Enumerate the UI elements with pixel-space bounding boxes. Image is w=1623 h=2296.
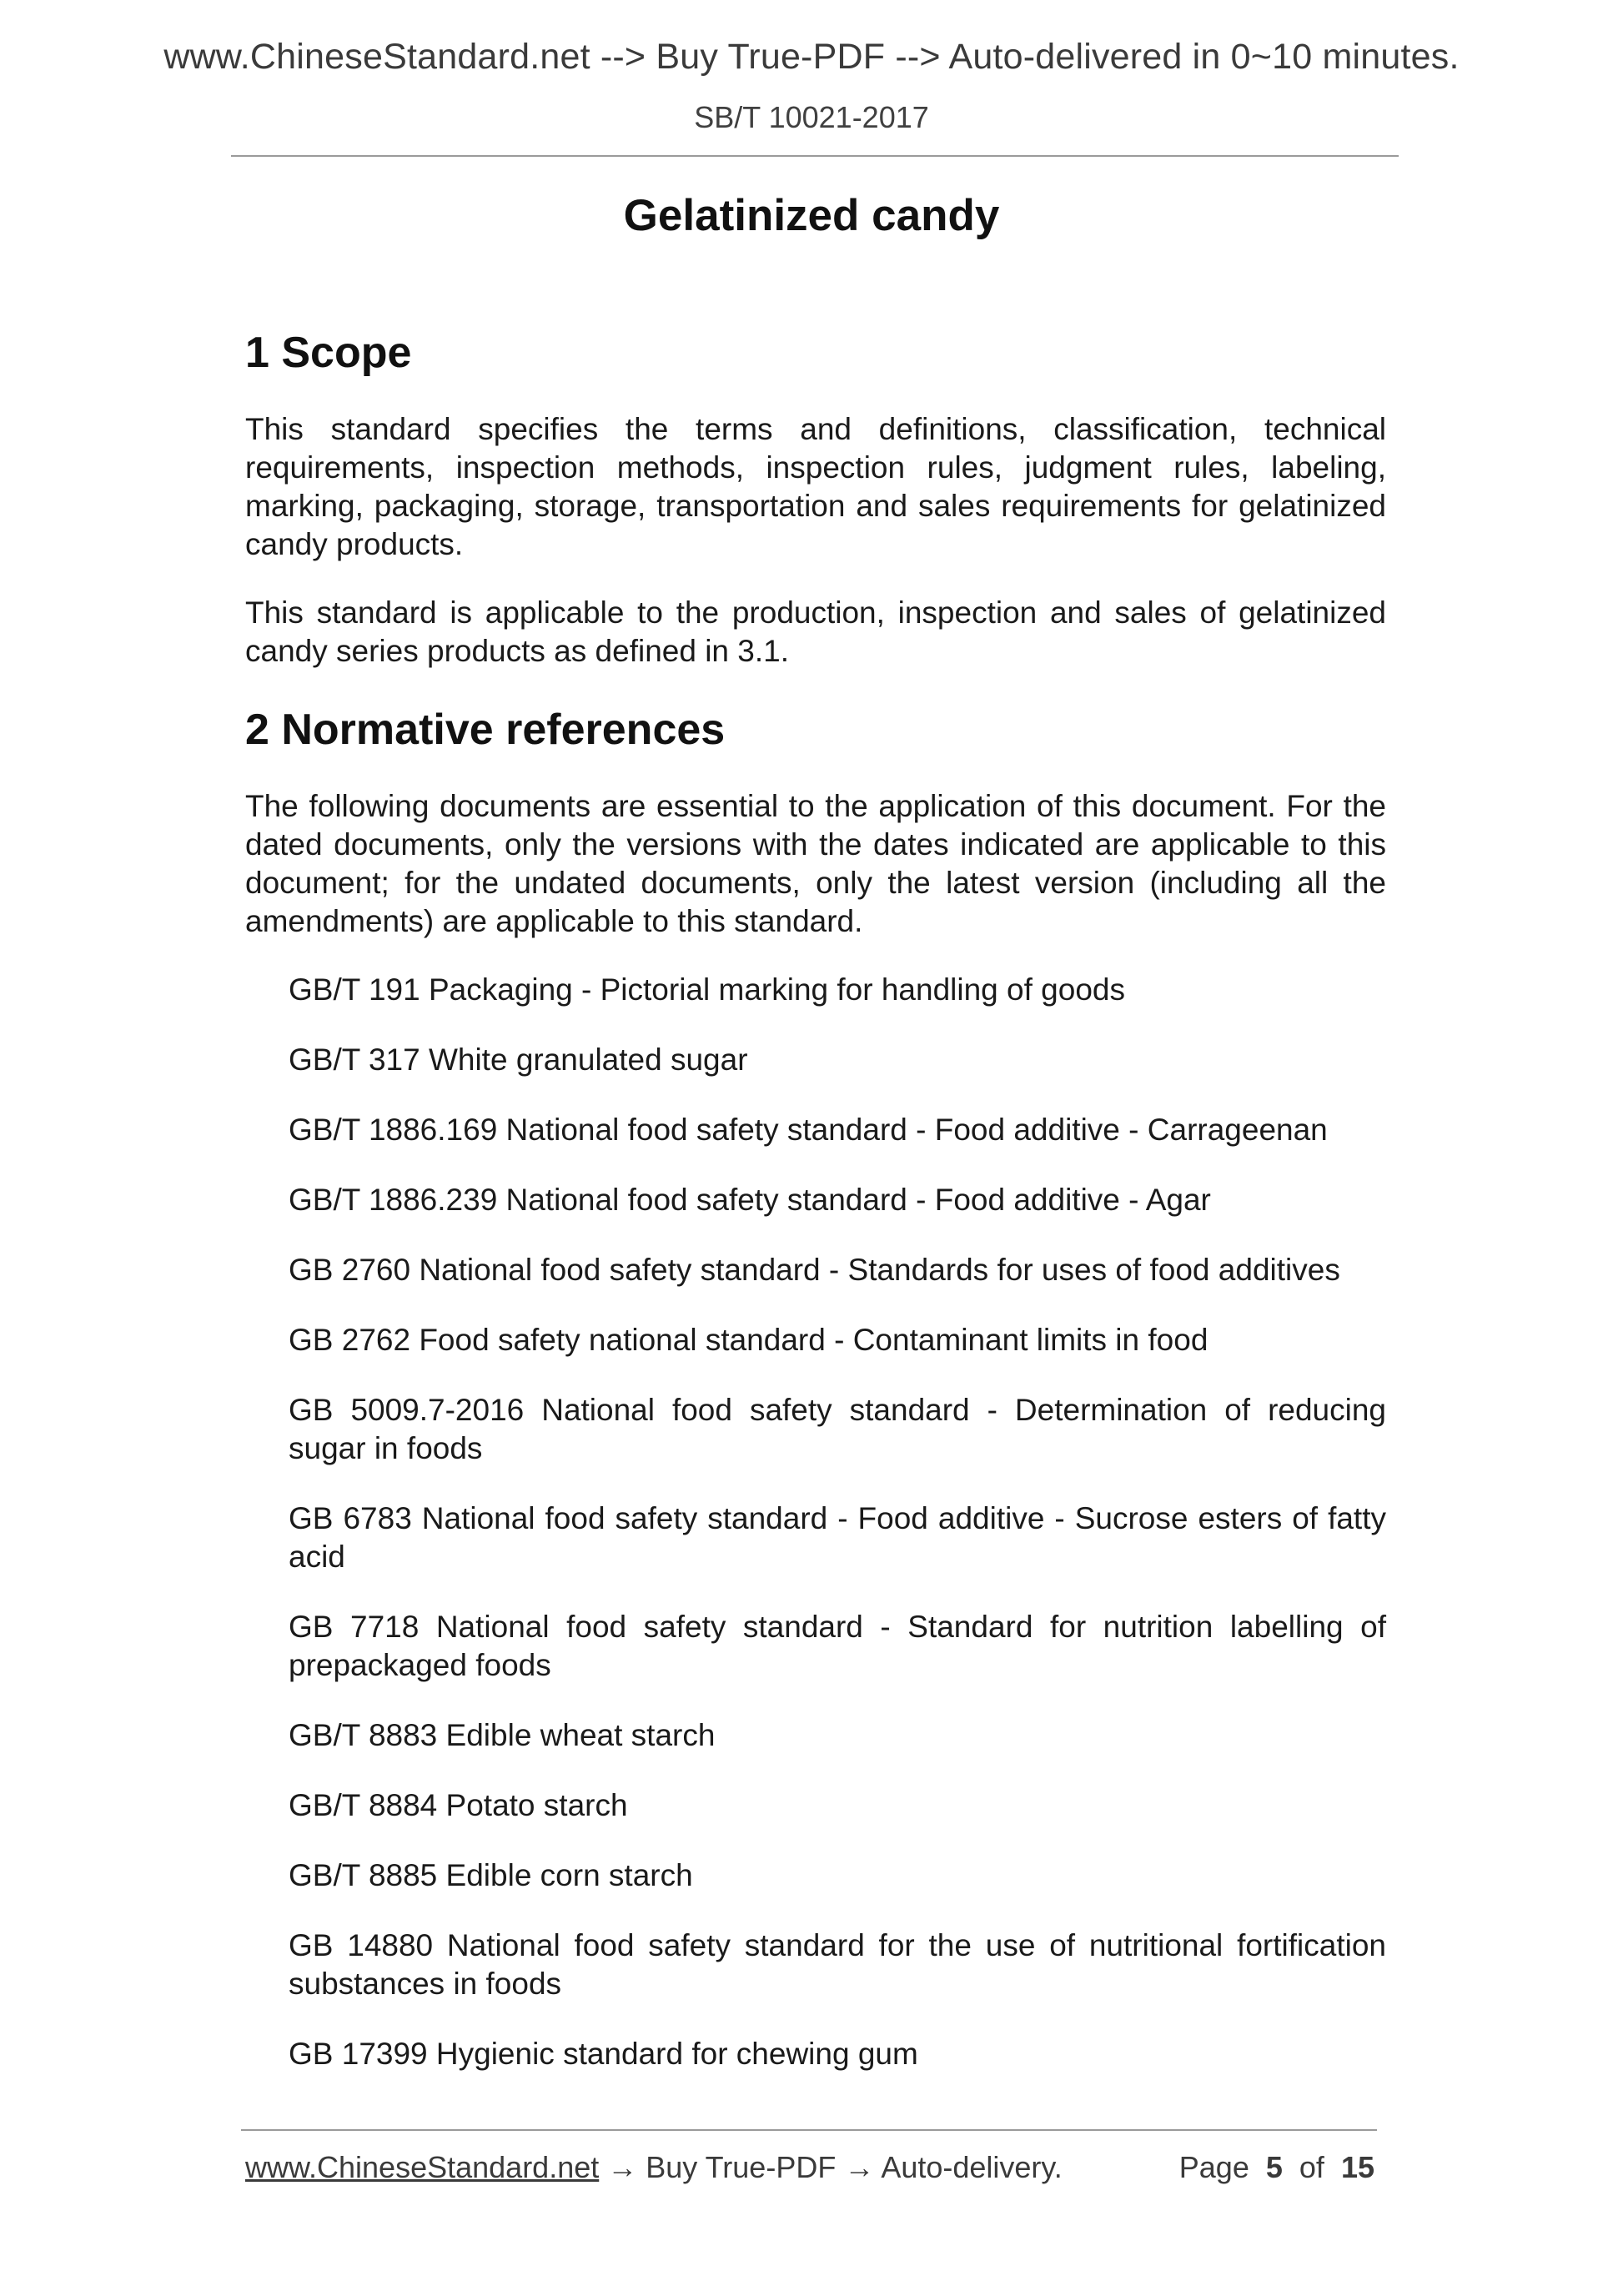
reference-item: GB 17399 Hygienic standard for chewing gum bbox=[289, 2037, 918, 2071]
page-indicator bbox=[1179, 2150, 1374, 2185]
document-body bbox=[245, 324, 1386, 2105]
page-number: 5 bbox=[1265, 2150, 1283, 2184]
document-title: Gelatinized candy bbox=[623, 191, 1000, 240]
reference-item: GB/T 1886.169 National food safety standard - Food additive - Carrageenan bbox=[289, 1113, 1328, 1147]
page-footer bbox=[245, 2150, 1374, 2185]
header-divider bbox=[231, 155, 1399, 157]
reference-item: GB 2762 Food safety national standard - Contaminant limits in food bbox=[289, 1323, 1208, 1357]
reference-item: GB/T 8884 Potato starch bbox=[289, 1788, 628, 1822]
reference-item: GB/T 8883 Edible wheat starch bbox=[289, 1718, 716, 1752]
normative-intro-paragraph: The following documents are essential to the application of this document. For the dated documents, only the versions with the dates indicated are applicable to this document; for the undated documents, only the latest version (including all the amendments) are applicable to this standard. bbox=[245, 789, 1386, 938]
footer-divider bbox=[241, 2129, 1377, 2131]
page-of-label: of bbox=[1299, 2150, 1324, 2184]
reference-item: GB/T 1886.239 National food safety standard - Food additive - Agar bbox=[289, 1183, 1211, 1217]
top-banner: www.ChineseStandard.net --> Buy True-PDF --> Auto-delivered in 0~10 minutes. bbox=[163, 37, 1460, 77]
reference-item: GB 5009.7-2016 National food safety standard - Determination of reducing sugar in foods bbox=[289, 1393, 1386, 1465]
reference-item: GB/T 191 Packaging - Pictorial marking for handling of goods bbox=[289, 972, 1125, 1007]
document-code: SB/T 10021-2017 bbox=[694, 100, 929, 134]
reference-item: GB 7718 National food safety standard - Standard for nutrition labelling of prepackaged foods bbox=[289, 1610, 1386, 1682]
reference-item: GB/T 317 White granulated sugar bbox=[289, 1042, 748, 1077]
section-heading-normative-references: 2 Normative references bbox=[245, 706, 726, 754]
page-total: 15 bbox=[1340, 2150, 1374, 2184]
section-heading-scope: 1 Scope bbox=[245, 329, 412, 377]
page-label: Page bbox=[1178, 2150, 1249, 2184]
scope-paragraph: This standard specifies the terms and definitions, classification, technical requirements, inspection methods, inspection rules, judgment rules, labeling, marking, packaging, storage, transportation and sales requirements for gelatinized candy products. bbox=[245, 412, 1386, 561]
footer-site-link[interactable]: www.ChineseStandard.net bbox=[245, 2150, 600, 2184]
reference-item: GB 6783 National food safety standard - Food additive - Sucrose esters of fatty acid bbox=[289, 1501, 1386, 1574]
footer-tagline: → Buy True-PDF → Auto-delivery. bbox=[599, 2150, 1063, 2184]
reference-item: GB 14880 National food safety standard for the use of nutritional fortification substances in foods bbox=[289, 1928, 1386, 2001]
reference-item: GB 2760 National food safety standard - Standards for uses of food additives bbox=[289, 1253, 1340, 1287]
scope-paragraph: This standard is applicable to the production, inspection and sales of gelatinized candy series products as defined in 3.1. bbox=[245, 595, 1386, 668]
reference-list bbox=[245, 971, 1386, 2073]
reference-item: GB/T 8885 Edible corn starch bbox=[289, 1858, 693, 1892]
